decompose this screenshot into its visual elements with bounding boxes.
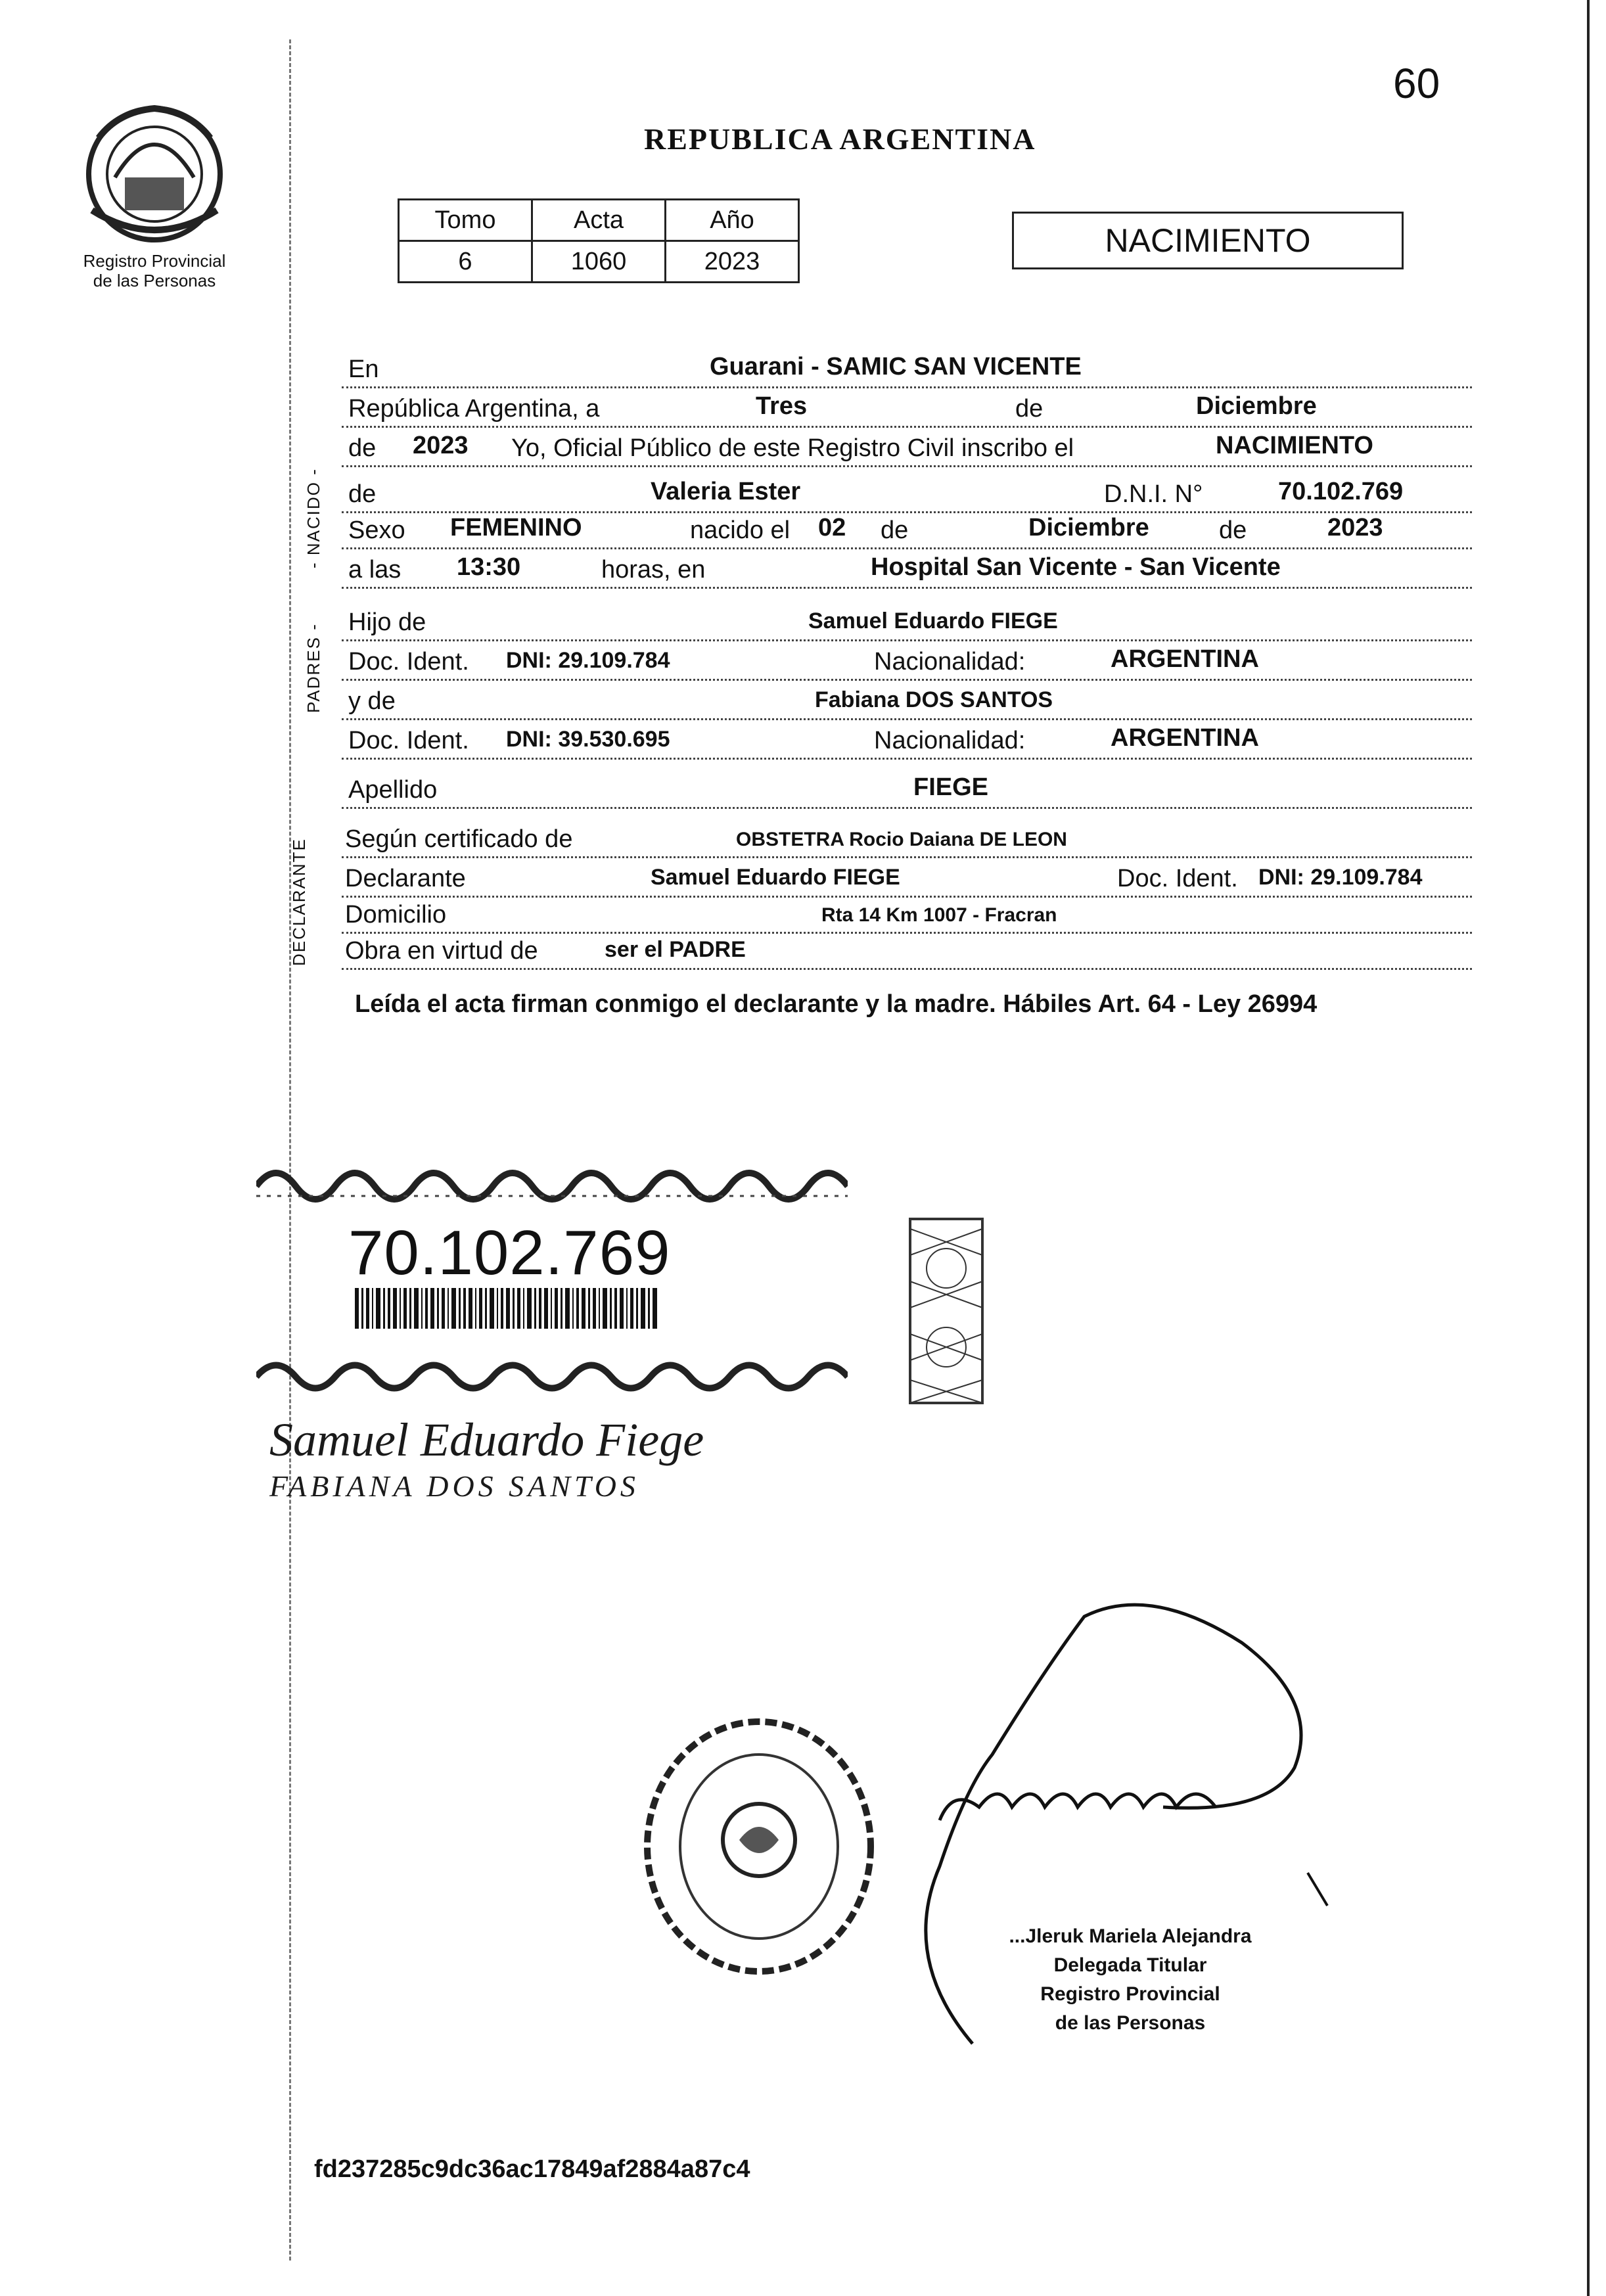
form-row-father-doc bbox=[342, 641, 1472, 681]
security-wave-top bbox=[256, 1160, 848, 1206]
declarant-label: Declarante bbox=[345, 865, 466, 892]
registry-header-ano: Año bbox=[666, 200, 799, 241]
registry-header-tomo: Tomo bbox=[399, 200, 532, 241]
born-month: Diciembre bbox=[1028, 514, 1149, 541]
month-word: Diciembre bbox=[1196, 392, 1317, 420]
time-value: 13:30 bbox=[457, 553, 521, 581]
mother-doc: DNI: 39.530.695 bbox=[506, 727, 670, 752]
father-doc: DNI: 29.109.784 bbox=[506, 648, 670, 673]
form-row-address bbox=[342, 894, 1472, 934]
hologram-security-icon bbox=[907, 1216, 986, 1406]
side-label-declarante: DECLARANTE bbox=[289, 838, 309, 966]
child-prefix: de bbox=[348, 480, 377, 508]
sex-label: Sexo bbox=[348, 517, 405, 544]
de-label: de bbox=[1015, 395, 1044, 423]
registry-value-ano: 2023 bbox=[666, 241, 799, 283]
born-de2: de bbox=[1219, 517, 1247, 544]
dni-number: 70.102.769 bbox=[348, 1218, 671, 1288]
barcode-icon bbox=[355, 1288, 657, 1329]
logo-caption bbox=[66, 251, 243, 290]
address-value: Rta 14 Km 1007 - Fracran bbox=[821, 904, 1057, 926]
certificate-value: OBSTETRA Rocio Daiana DE LEON bbox=[736, 829, 1067, 850]
form-row-place bbox=[342, 348, 1472, 388]
father-nationality: ARGENTINA bbox=[1111, 645, 1259, 673]
security-wave-bottom bbox=[256, 1354, 848, 1393]
signer-org2: de las Personas bbox=[1055, 2012, 1206, 2034]
side-label-nacido: - NACIDO - bbox=[304, 468, 323, 568]
inscribe-text: Yo, Oficial Público de este Registro Civil inscribo el bbox=[511, 434, 1074, 462]
father-doc-label: Doc. Ident. bbox=[348, 648, 469, 676]
surname-label: Apellido bbox=[348, 776, 438, 804]
mother-nationality: ARGENTINA bbox=[1111, 724, 1259, 752]
page-number: 60 bbox=[1393, 60, 1440, 107]
side-label-padres: PADRES - bbox=[304, 623, 323, 713]
form-row-by-virtue bbox=[342, 930, 1472, 970]
form-row-sex bbox=[342, 509, 1472, 549]
form-row-surname bbox=[342, 769, 1472, 809]
handwritten-signature-mother: FABIANA DOS SANTOS bbox=[269, 1469, 639, 1503]
time-label: a las bbox=[348, 556, 401, 584]
born-year: 2023 bbox=[1327, 514, 1383, 541]
signer-block bbox=[966, 1922, 1295, 2038]
dni-value: 70.102.769 bbox=[1278, 478, 1404, 505]
form-row-father bbox=[342, 601, 1472, 641]
declarant-value: Samuel Eduardo FIEGE bbox=[651, 865, 900, 890]
by-virtue-label: Obra en virtud de bbox=[345, 937, 538, 965]
registry-header-acta: Acta bbox=[532, 200, 666, 241]
logo-caption-line2: de las Personas bbox=[93, 271, 216, 290]
signer-name: ...Jleruk Mariela Alejandra bbox=[1009, 1925, 1252, 1947]
father-nationality-label: Nacionalidad: bbox=[874, 648, 1026, 676]
document-hash: fd237285c9dc36ac17849af2884a87c4 bbox=[314, 2155, 750, 2183]
registry-value-acta: 1060 bbox=[532, 241, 666, 283]
certificate-label: Según certificado de bbox=[345, 825, 573, 853]
born-label: nacido el bbox=[690, 517, 791, 544]
mother-label: y de bbox=[348, 687, 396, 715]
right-page-edge bbox=[1587, 0, 1590, 2296]
registry-value-tomo: 6 bbox=[399, 241, 532, 283]
country-title: REPUBLICA ARGENTINA bbox=[644, 122, 1036, 156]
document-type-box: NACIMIENTO bbox=[1012, 212, 1404, 269]
legal-note: Leída el acta firman conmigo el declarante y la madre. Hábiles Art. 64 - Ley 26994 bbox=[355, 990, 1318, 1018]
address-label: Domicilio bbox=[345, 901, 447, 929]
logo-caption-line1: Registro Provincial bbox=[83, 251, 226, 271]
child-name: Valeria Ester bbox=[651, 478, 801, 505]
mother-name: Fabiana DOS SANTOS bbox=[815, 687, 1053, 712]
form-row-child bbox=[342, 473, 1472, 513]
place-value: Guarani - SAMIC SAN VICENTE bbox=[710, 353, 1082, 380]
form-row-mother bbox=[342, 680, 1472, 720]
signer-title: Delegada Titular bbox=[1053, 1954, 1207, 1976]
declarant-doc-label: Doc. Ident. bbox=[1117, 865, 1238, 892]
mother-doc-label: Doc. Ident. bbox=[348, 727, 469, 754]
declarant-doc: DNI: 29.109.784 bbox=[1258, 865, 1423, 890]
form-row-declarant bbox=[342, 858, 1472, 898]
official-seal-icon bbox=[634, 1709, 884, 1985]
form-row-mother-doc bbox=[342, 720, 1472, 760]
republic-label: República Argentina, a bbox=[348, 395, 600, 423]
form-row-time bbox=[342, 549, 1472, 589]
mother-nationality-label: Nacionalidad: bbox=[874, 727, 1026, 754]
form-row-inscribe bbox=[342, 427, 1472, 467]
dni-label: D.N.I. N° bbox=[1104, 480, 1203, 508]
day-word: Tres bbox=[756, 392, 808, 420]
born-day: 02 bbox=[818, 514, 846, 541]
form-row-certificate bbox=[342, 818, 1472, 858]
father-label: Hijo de bbox=[348, 608, 426, 636]
year-prefix: de bbox=[348, 434, 377, 462]
by-virtue-value: ser el PADRE bbox=[605, 937, 746, 962]
time-suffix: horas, en bbox=[601, 556, 706, 584]
place-label: En bbox=[348, 356, 379, 383]
father-name: Samuel Eduardo FIEGE bbox=[808, 608, 1058, 633]
signer-org: Registro Provincial bbox=[1040, 1983, 1220, 2005]
birth-place: Hospital San Vicente - San Vicente bbox=[871, 553, 1281, 581]
handwritten-signature-father: Samuel Eduardo Fiege bbox=[269, 1413, 704, 1466]
registry-table bbox=[398, 198, 800, 283]
provincial-coat-of-arms-icon bbox=[79, 99, 230, 250]
left-margin-line bbox=[289, 39, 291, 2261]
event-value: NACIMIENTO bbox=[1216, 432, 1373, 459]
form-row-date bbox=[342, 388, 1472, 428]
year-value: 2023 bbox=[413, 432, 469, 459]
sex-value: FEMENINO bbox=[450, 514, 582, 541]
born-de: de bbox=[881, 517, 909, 544]
surname-value: FIEGE bbox=[913, 773, 989, 801]
